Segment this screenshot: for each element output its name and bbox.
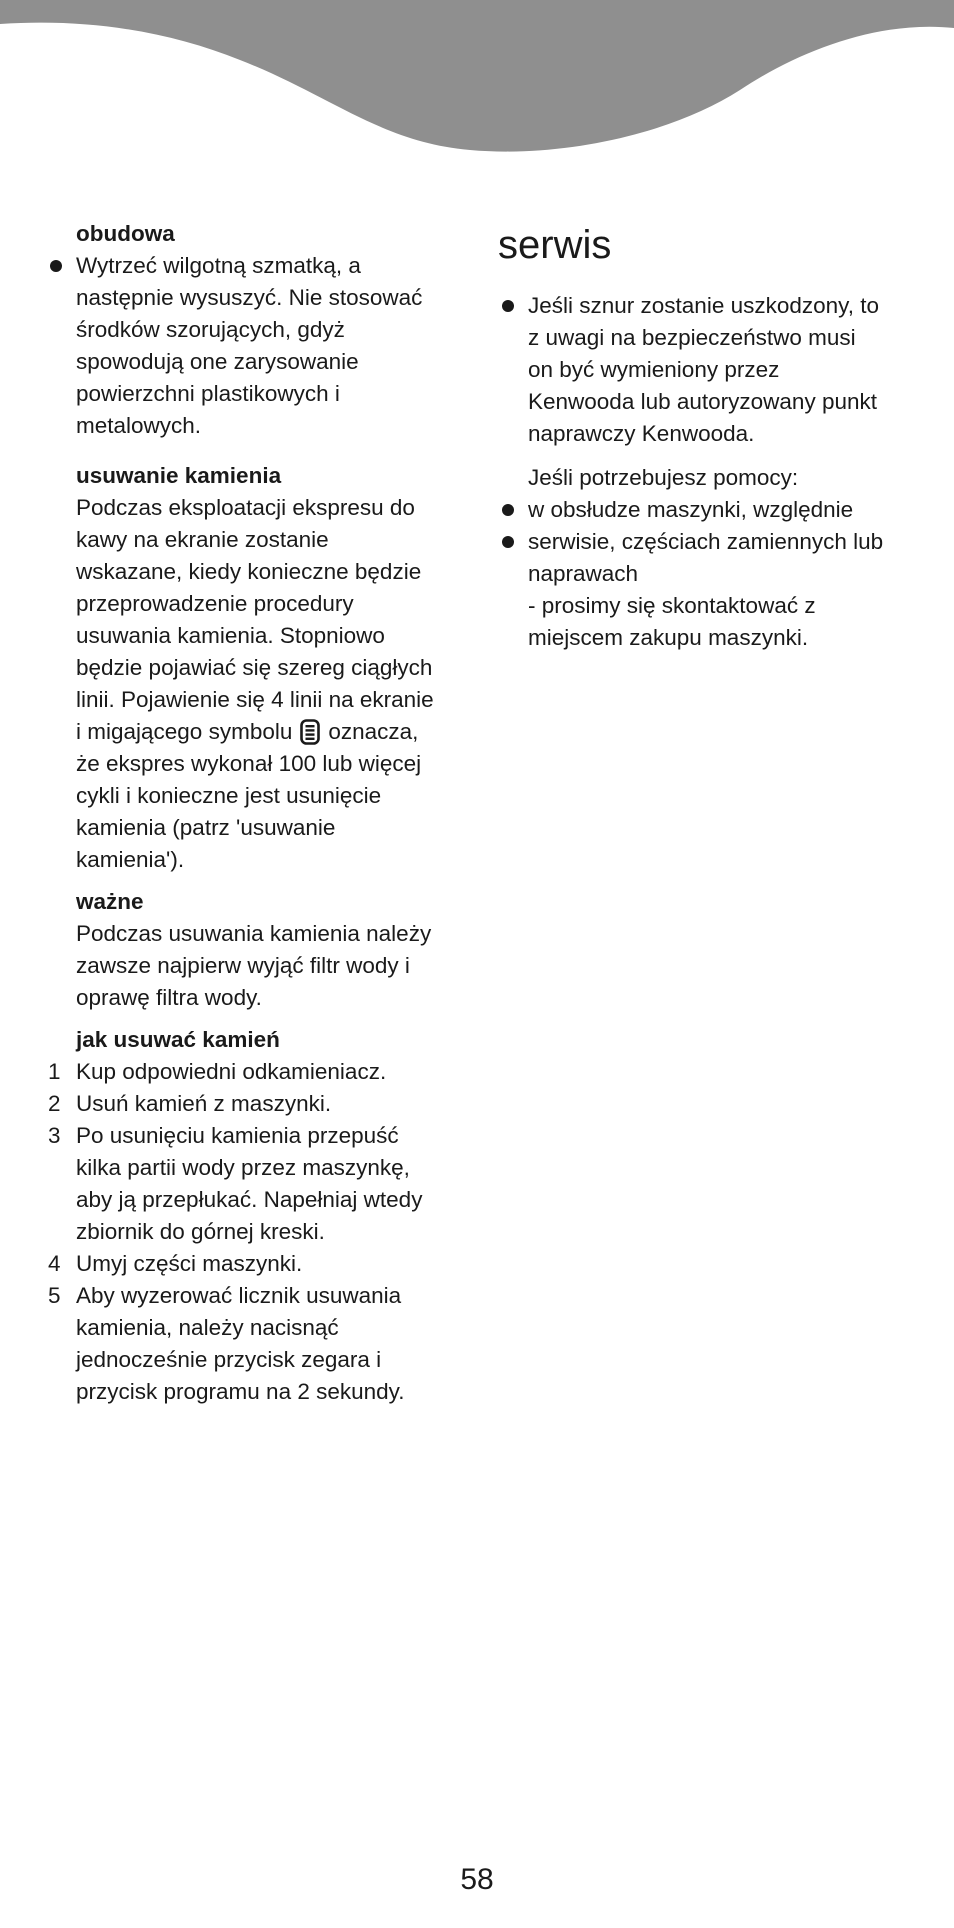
heading-jak-usuwac-kamien: jak usuwać kamień — [76, 1027, 280, 1052]
text-line: wskazane, kiedy konieczne będzie — [76, 559, 422, 584]
text-line: Jeśli sznur zostanie uszkodzony, to — [528, 293, 880, 318]
paragraph-usuwanie-kamienia — [46, 492, 466, 876]
text-line: naprawach — [528, 561, 639, 586]
text-line: będzie pojawiać się szereg ciągłych — [76, 655, 433, 680]
heading-obudowa: obudowa — [76, 221, 175, 246]
text-line: przycisk programu na 2 sekundy. — [76, 1379, 405, 1404]
text-line: kamienia'). — [76, 847, 185, 872]
help-intro — [498, 462, 918, 494]
text-line: linii. Pojawienie się 4 linii na ekranie — [76, 687, 434, 712]
text-line: powierzchni plastikowych i — [76, 381, 340, 406]
text-line: aby ją przepłukać. Napełniaj wtedy — [76, 1187, 423, 1212]
bullet-obsluga — [498, 494, 918, 526]
bullet-serwis — [498, 526, 918, 654]
bullet-sznur — [498, 290, 918, 450]
paragraph-wazne — [46, 918, 466, 1014]
text-line: Aby wyzerować licznik usuwania — [76, 1283, 402, 1308]
text-line: że ekspres wykonał 100 lub więcej — [76, 751, 422, 776]
text-line: zbiornik do górnej kreski. — [76, 1219, 325, 1244]
text-line: Podczas eksploatacji ekspresu do — [76, 495, 415, 520]
text-line: kamienia (patrz 'usuwanie — [76, 815, 336, 840]
text-segment: oznacza, — [328, 719, 419, 744]
text-line: Usuń kamień z maszynki. — [76, 1091, 332, 1116]
text-line: miejscem zakupu maszynki. — [528, 625, 809, 650]
header-decorative-band — [0, 0, 954, 160]
step-number: 5 — [48, 1283, 61, 1308]
right-column — [498, 218, 918, 654]
left-column — [46, 218, 466, 1408]
text-line: serwisie, częściach zamiennych lub — [528, 529, 884, 554]
bullet-obudowa — [46, 250, 466, 442]
text-line: Wytrzeć wilgotną szmatką, a — [76, 253, 361, 278]
bullet-icon — [502, 536, 514, 548]
text-line: naprawczy Kenwooda. — [528, 421, 755, 446]
text-line: Podczas usuwania kamienia należy — [76, 921, 432, 946]
text-line: spowodują one zarysowanie — [76, 349, 359, 374]
step-5 — [46, 1280, 466, 1408]
bullet-icon — [502, 300, 514, 312]
descale-symbol-icon — [300, 719, 320, 745]
text-line: jednocześnie przycisk zegara i — [76, 1347, 382, 1372]
text-line: Umyj części maszynki. — [76, 1251, 303, 1276]
text-line: oprawę filtra wody. — [76, 985, 262, 1010]
step-number: 4 — [48, 1251, 61, 1276]
step-1 — [46, 1056, 466, 1088]
text-line: metalowych. — [76, 413, 202, 438]
step-3 — [46, 1120, 466, 1248]
section-title-serwis: serwis — [498, 223, 612, 267]
heading-wazne: ważne — [76, 889, 144, 914]
step-4 — [46, 1248, 466, 1280]
text-line: usuwania kamienia. Stopniowo — [76, 623, 385, 648]
page-number: 58 — [460, 1863, 494, 1896]
bullet-icon — [502, 504, 514, 516]
text-line: przeprowadzenie procedury — [76, 591, 354, 616]
bullet-icon — [50, 260, 62, 272]
text-line: zawsze najpierw wyjąć filtr wody i — [76, 953, 410, 978]
text-line: kawy na ekranie zostanie — [76, 527, 329, 552]
step-number: 3 — [48, 1123, 61, 1148]
text-segment: i migającego symbolu — [76, 719, 293, 744]
text-line: Jeśli potrzebujesz pomocy: — [528, 465, 799, 490]
text-line: on być wymieniony przez — [528, 357, 780, 382]
text-line: Kenwooda lub autoryzowany punkt — [528, 389, 877, 414]
text-line: następnie wysuszyć. Nie stosować — [76, 285, 423, 310]
text-line: z uwagi na bezpieczeństwo musi — [528, 325, 856, 350]
text-line: cykli i konieczne jest usunięcie — [76, 783, 382, 808]
text-line-with-symbol — [76, 716, 466, 748]
step-2 — [46, 1088, 466, 1120]
text-line: Po usunięciu kamienia przepuść — [76, 1123, 399, 1148]
text-line: środków szorujących, gdyż — [76, 317, 345, 342]
text-line: w obsłudze maszynki, względnie — [528, 497, 854, 522]
heading-usuwanie-kamienia: usuwanie kamienia — [76, 463, 282, 488]
step-number: 1 — [48, 1059, 61, 1084]
step-number: 2 — [48, 1091, 61, 1116]
text-line: kilka partii wody przez maszynkę, — [76, 1155, 410, 1180]
text-line: Kup odpowiedni odkamieniacz. — [76, 1059, 387, 1084]
text-line: kamienia, należy nacisnąć — [76, 1315, 339, 1340]
text-line: - prosimy się skontaktować z — [528, 593, 816, 618]
